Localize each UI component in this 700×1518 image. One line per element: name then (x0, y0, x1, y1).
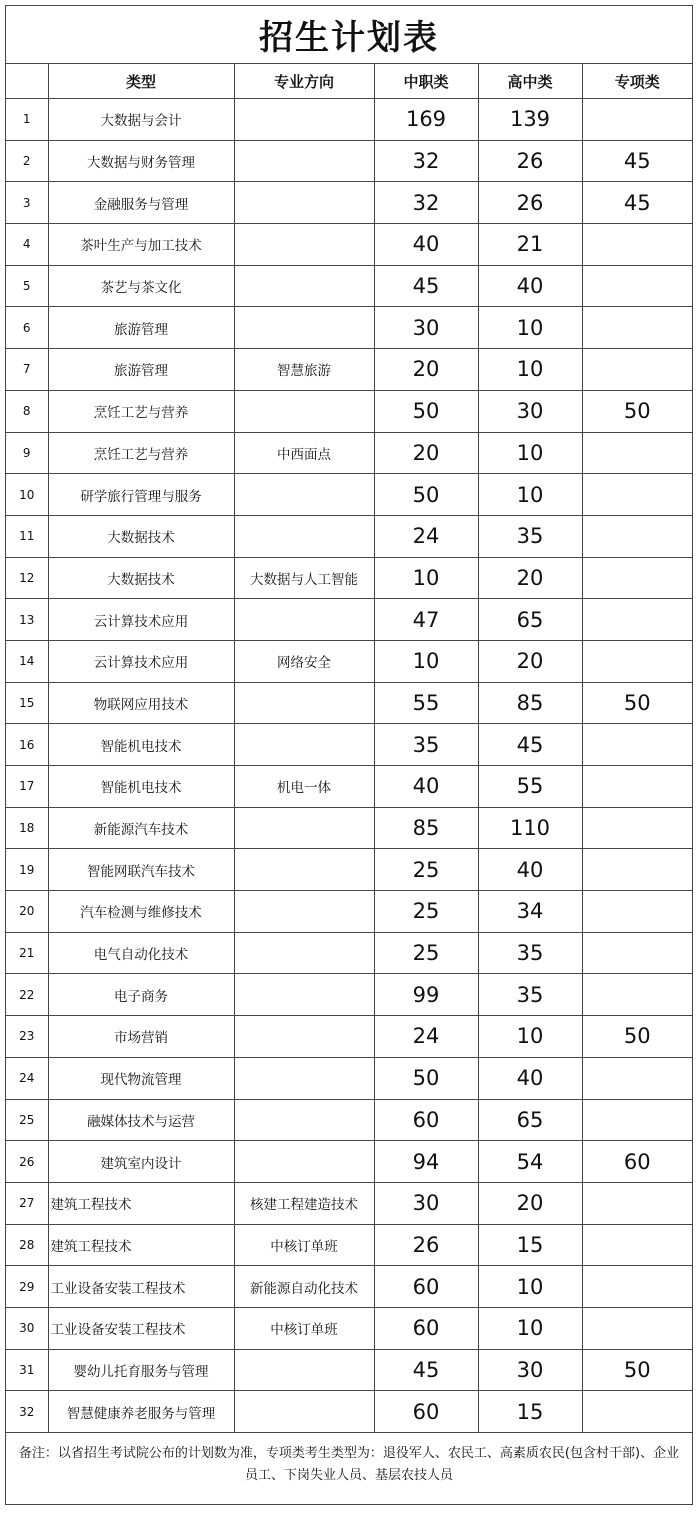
row-type: 工业设备安装工程技术 (48, 1266, 234, 1308)
row-direction (234, 265, 374, 307)
row-vocational-count: 30 (374, 1182, 478, 1224)
table-row (6, 766, 692, 808)
row-highschool-count: 54 (478, 1141, 582, 1183)
row-special-count (582, 1224, 692, 1266)
row-index: 13 (6, 599, 48, 641)
table-row (6, 891, 692, 933)
row-index: 29 (6, 1266, 48, 1308)
row-highschool-count: 20 (478, 1182, 582, 1224)
table-row (6, 432, 692, 474)
row-direction (234, 1349, 374, 1391)
row-index: 28 (6, 1224, 48, 1266)
row-special-count (582, 224, 692, 266)
row-index: 2 (6, 140, 48, 182)
row-highschool-count: 10 (478, 307, 582, 349)
table-row (6, 1141, 692, 1183)
header-vocational: 中职类 (374, 64, 478, 99)
table-row (6, 1266, 692, 1308)
header-type: 类型 (48, 64, 234, 99)
row-special-count (582, 849, 692, 891)
row-vocational-count: 60 (374, 1391, 478, 1433)
row-highschool-count: 65 (478, 599, 582, 641)
row-index: 20 (6, 891, 48, 933)
row-type: 烹饪工艺与营养 (48, 390, 234, 432)
row-special-count: 50 (582, 1016, 692, 1058)
table-row (6, 1182, 692, 1224)
row-index: 25 (6, 1099, 48, 1141)
row-index: 21 (6, 932, 48, 974)
row-direction (234, 724, 374, 766)
row-highschool-count: 15 (478, 1224, 582, 1266)
row-special-count (582, 99, 692, 141)
row-highschool-count: 10 (478, 1016, 582, 1058)
row-special-count (582, 1057, 692, 1099)
row-direction (234, 1141, 374, 1183)
table-body (6, 99, 692, 1433)
row-highschool-count: 10 (478, 1266, 582, 1308)
row-special-count (582, 1099, 692, 1141)
row-type: 物联网应用技术 (48, 682, 234, 724)
row-vocational-count: 45 (374, 1349, 478, 1391)
row-highschool-count: 34 (478, 891, 582, 933)
row-highschool-count: 40 (478, 849, 582, 891)
row-special-count: 60 (582, 1141, 692, 1183)
page-title: 招生计划表 (6, 6, 692, 64)
row-special-count (582, 557, 692, 599)
row-type: 婴幼儿托育服务与管理 (48, 1349, 234, 1391)
row-type: 大数据与财务管理 (48, 140, 234, 182)
row-direction (234, 849, 374, 891)
row-vocational-count: 25 (374, 932, 478, 974)
table-row (6, 1057, 692, 1099)
row-type: 融媒体技术与运营 (48, 1099, 234, 1141)
row-type: 市场营销 (48, 1016, 234, 1058)
row-special-count: 50 (582, 390, 692, 432)
row-special-count (582, 349, 692, 391)
row-special-count (582, 1307, 692, 1349)
row-vocational-count: 50 (374, 1057, 478, 1099)
row-direction (234, 224, 374, 266)
row-index: 30 (6, 1307, 48, 1349)
row-highschool-count: 40 (478, 1057, 582, 1099)
table-row (6, 515, 692, 557)
table-row (6, 224, 692, 266)
header-special: 专项类 (582, 64, 692, 99)
row-highschool-count: 35 (478, 932, 582, 974)
table-row (6, 1099, 692, 1141)
row-highschool-count: 15 (478, 1391, 582, 1433)
row-type: 电子商务 (48, 974, 234, 1016)
row-highschool-count: 45 (478, 724, 582, 766)
row-direction: 中核订单班 (234, 1224, 374, 1266)
row-index: 27 (6, 1182, 48, 1224)
table-row (6, 474, 692, 516)
table-row (6, 1016, 692, 1058)
row-special-count (582, 599, 692, 641)
row-direction (234, 390, 374, 432)
row-index: 22 (6, 974, 48, 1016)
row-type: 研学旅行管理与服务 (48, 474, 234, 516)
table-row (6, 265, 692, 307)
row-vocational-count: 94 (374, 1141, 478, 1183)
table-row (6, 640, 692, 682)
row-index: 31 (6, 1349, 48, 1391)
row-special-count (582, 432, 692, 474)
row-vocational-count: 45 (374, 265, 478, 307)
row-vocational-count: 60 (374, 1099, 478, 1141)
row-direction: 核建工程建造技术 (234, 1182, 374, 1224)
row-direction: 智慧旅游 (234, 349, 374, 391)
row-index: 8 (6, 390, 48, 432)
row-type: 建筑室内设计 (48, 1141, 234, 1183)
row-special-count (582, 515, 692, 557)
table-row (6, 1307, 692, 1349)
table-row (6, 99, 692, 141)
row-direction (234, 682, 374, 724)
header-index (6, 64, 48, 99)
row-special-count (582, 724, 692, 766)
header-highschool: 高中类 (478, 64, 582, 99)
table-row (6, 349, 692, 391)
row-highschool-count: 110 (478, 807, 582, 849)
row-vocational-count: 10 (374, 640, 478, 682)
row-type: 茶叶生产与加工技术 (48, 224, 234, 266)
row-highschool-count: 35 (478, 974, 582, 1016)
row-index: 12 (6, 557, 48, 599)
row-vocational-count: 35 (374, 724, 478, 766)
row-direction (234, 891, 374, 933)
row-index: 6 (6, 307, 48, 349)
row-direction (234, 140, 374, 182)
row-type: 汽车检测与维修技术 (48, 891, 234, 933)
row-type: 电气自动化技术 (48, 932, 234, 974)
table-row (6, 182, 692, 224)
row-special-count (582, 891, 692, 933)
row-special-count (582, 640, 692, 682)
row-direction: 机电一体 (234, 766, 374, 808)
row-highschool-count: 139 (478, 99, 582, 141)
enrollment-plan-sheet (5, 5, 693, 1505)
row-highschool-count: 21 (478, 224, 582, 266)
row-vocational-count: 24 (374, 1016, 478, 1058)
row-direction (234, 974, 374, 1016)
row-direction: 中核订单班 (234, 1307, 374, 1349)
row-special-count (582, 474, 692, 516)
row-highschool-count: 10 (478, 432, 582, 474)
row-type: 智能网联汽车技术 (48, 849, 234, 891)
row-vocational-count: 26 (374, 1224, 478, 1266)
row-type: 大数据技术 (48, 557, 234, 599)
row-vocational-count: 10 (374, 557, 478, 599)
row-type: 新能源汽车技术 (48, 807, 234, 849)
table-header-row (6, 64, 692, 99)
row-direction: 网络安全 (234, 640, 374, 682)
row-index: 24 (6, 1057, 48, 1099)
row-vocational-count: 20 (374, 432, 478, 474)
row-type: 金融服务与管理 (48, 182, 234, 224)
row-index: 10 (6, 474, 48, 516)
row-special-count (582, 1182, 692, 1224)
row-vocational-count: 47 (374, 599, 478, 641)
row-vocational-count: 55 (374, 682, 478, 724)
row-index: 17 (6, 766, 48, 808)
row-vocational-count: 60 (374, 1266, 478, 1308)
row-index: 18 (6, 807, 48, 849)
table-row (6, 682, 692, 724)
row-highschool-count: 20 (478, 557, 582, 599)
row-special-count (582, 807, 692, 849)
row-type: 建筑工程技术 (48, 1182, 234, 1224)
row-direction: 新能源自动化技术 (234, 1266, 374, 1308)
row-index: 23 (6, 1016, 48, 1058)
row-index: 4 (6, 224, 48, 266)
row-special-count (582, 974, 692, 1016)
table-row (6, 390, 692, 432)
row-index: 16 (6, 724, 48, 766)
row-direction (234, 182, 374, 224)
row-highschool-count: 26 (478, 140, 582, 182)
table-row (6, 1349, 692, 1391)
row-direction (234, 932, 374, 974)
row-type: 大数据与会计 (48, 99, 234, 141)
row-type: 旅游管理 (48, 349, 234, 391)
row-direction (234, 1099, 374, 1141)
row-index: 9 (6, 432, 48, 474)
row-vocational-count: 169 (374, 99, 478, 141)
row-type: 智慧健康养老服务与管理 (48, 1391, 234, 1433)
row-direction (234, 807, 374, 849)
enrollment-table (6, 64, 692, 1433)
table-row (6, 140, 692, 182)
table-row (6, 307, 692, 349)
row-direction (234, 1057, 374, 1099)
row-index: 19 (6, 849, 48, 891)
row-vocational-count: 32 (374, 140, 478, 182)
row-direction (234, 1391, 374, 1433)
row-index: 15 (6, 682, 48, 724)
table-row (6, 599, 692, 641)
row-highschool-count: 65 (478, 1099, 582, 1141)
row-vocational-count: 99 (374, 974, 478, 1016)
row-highschool-count: 35 (478, 515, 582, 557)
row-type: 工业设备安装工程技术 (48, 1307, 234, 1349)
table-row (6, 932, 692, 974)
row-direction: 大数据与人工智能 (234, 557, 374, 599)
table-row (6, 807, 692, 849)
row-special-count (582, 1391, 692, 1433)
row-type: 现代物流管理 (48, 1057, 234, 1099)
row-index: 11 (6, 515, 48, 557)
row-type: 大数据技术 (48, 515, 234, 557)
row-direction (234, 515, 374, 557)
row-direction (234, 599, 374, 641)
row-direction (234, 307, 374, 349)
table-row (6, 724, 692, 766)
row-highschool-count: 30 (478, 390, 582, 432)
row-special-count (582, 307, 692, 349)
row-type: 云计算技术应用 (48, 599, 234, 641)
row-special-count: 45 (582, 182, 692, 224)
footnote: 备注：以省招生考试院公布的计划数为准，专项类考生类型为：退役军人、农民工、高素质农民(包含村干部)、企业员工、下岗失业人员、基层农技人员 (18, 1446, 680, 1483)
row-type: 建筑工程技术 (48, 1224, 234, 1266)
table-row (6, 557, 692, 599)
row-special-count: 45 (582, 140, 692, 182)
row-type: 智能机电技术 (48, 724, 234, 766)
row-index: 32 (6, 1391, 48, 1433)
row-special-count (582, 265, 692, 307)
table-row (6, 1224, 692, 1266)
table-row (6, 849, 692, 891)
row-vocational-count: 60 (374, 1307, 478, 1349)
row-highschool-count: 10 (478, 474, 582, 516)
header-direction: 专业方向 (234, 64, 374, 99)
row-index: 5 (6, 265, 48, 307)
row-highschool-count: 20 (478, 640, 582, 682)
row-special-count: 50 (582, 1349, 692, 1391)
row-type: 智能机电技术 (48, 766, 234, 808)
table-row (6, 974, 692, 1016)
row-direction: 中西面点 (234, 432, 374, 474)
row-vocational-count: 32 (374, 182, 478, 224)
row-vocational-count: 40 (374, 224, 478, 266)
row-index: 14 (6, 640, 48, 682)
row-direction (234, 1016, 374, 1058)
row-special-count (582, 766, 692, 808)
row-special-count: 50 (582, 682, 692, 724)
row-highschool-count: 55 (478, 766, 582, 808)
row-vocational-count: 50 (374, 390, 478, 432)
row-vocational-count: 40 (374, 766, 478, 808)
row-direction (234, 474, 374, 516)
row-index: 3 (6, 182, 48, 224)
row-vocational-count: 20 (374, 349, 478, 391)
row-vocational-count: 24 (374, 515, 478, 557)
row-highschool-count: 85 (478, 682, 582, 724)
row-type: 旅游管理 (48, 307, 234, 349)
row-highschool-count: 10 (478, 1307, 582, 1349)
row-vocational-count: 25 (374, 849, 478, 891)
row-index: 7 (6, 349, 48, 391)
row-highschool-count: 10 (478, 349, 582, 391)
row-index: 26 (6, 1141, 48, 1183)
row-highschool-count: 26 (478, 182, 582, 224)
row-special-count (582, 1266, 692, 1308)
row-vocational-count: 50 (374, 474, 478, 516)
row-direction (234, 99, 374, 141)
row-highschool-count: 40 (478, 265, 582, 307)
row-vocational-count: 30 (374, 307, 478, 349)
row-type: 烹饪工艺与营养 (48, 432, 234, 474)
row-type: 茶艺与茶文化 (48, 265, 234, 307)
row-vocational-count: 25 (374, 891, 478, 933)
table-row (6, 1391, 692, 1433)
row-type: 云计算技术应用 (48, 640, 234, 682)
row-index: 1 (6, 99, 48, 141)
row-highschool-count: 30 (478, 1349, 582, 1391)
row-vocational-count: 85 (374, 807, 478, 849)
row-special-count (582, 932, 692, 974)
